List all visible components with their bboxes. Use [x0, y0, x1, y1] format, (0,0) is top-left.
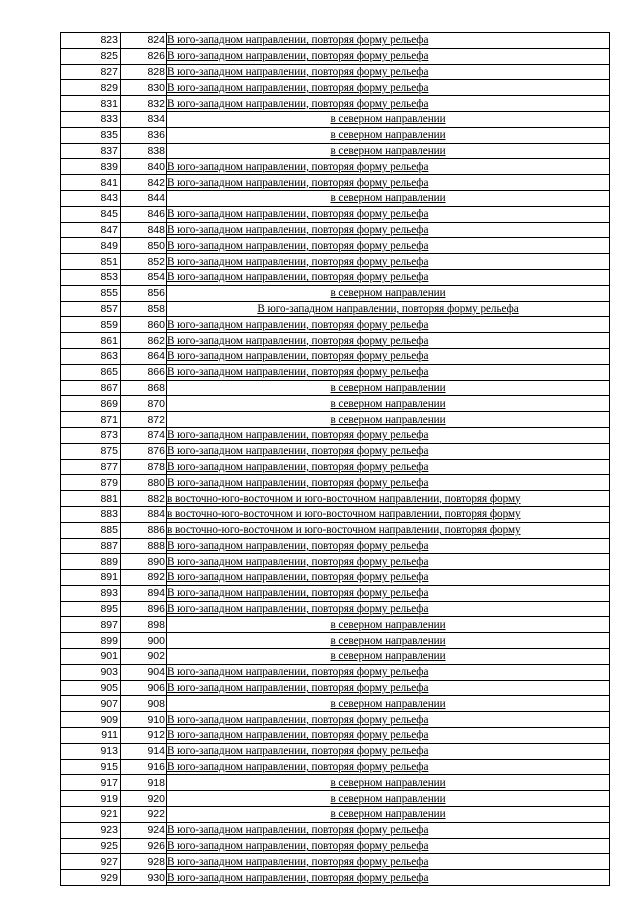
direction-description-text: В юго-западном направлении, повторяя форму рельефа — [167, 840, 429, 853]
direction-description-cell — [167, 585, 610, 601]
table-row — [61, 380, 610, 396]
direction-description-cell — [167, 696, 610, 712]
table-row — [61, 680, 610, 696]
point-from-cell: 905 — [61, 680, 121, 696]
direction-description-text: В юго-западном направлении, повторяя форму рельефа — [167, 871, 429, 884]
point-to-cell: 834 — [121, 111, 167, 127]
point-to-cell: 910 — [121, 712, 167, 728]
point-from-cell: 871 — [61, 412, 121, 428]
direction-description-text: В юго-западном направлении, повторяя форму рельефа — [167, 318, 429, 331]
direction-description-cell — [167, 190, 610, 206]
point-to-cell: 830 — [121, 80, 167, 96]
direction-description-text: В юго-западном направлении, повторяя форму рельефа — [167, 366, 429, 379]
table-row — [61, 554, 610, 570]
point-to-cell: 832 — [121, 96, 167, 112]
direction-description-cell — [167, 459, 610, 475]
direction-description-cell — [167, 491, 610, 507]
table-row — [61, 522, 610, 538]
direction-description-cell — [167, 743, 610, 759]
direction-description-text: в северном направлении — [330, 792, 446, 805]
point-from-cell: 911 — [61, 728, 121, 744]
table-row — [61, 333, 610, 349]
point-to-cell: 878 — [121, 459, 167, 475]
point-to-cell: 850 — [121, 238, 167, 254]
point-from-cell: 885 — [61, 522, 121, 538]
point-from-cell: 923 — [61, 822, 121, 838]
point-from-cell: 823 — [61, 33, 121, 49]
point-to-cell: 896 — [121, 601, 167, 617]
direction-description-cell — [167, 380, 610, 396]
point-to-cell: 866 — [121, 364, 167, 380]
table-row — [61, 301, 610, 317]
direction-description-text: В юго-западном направлении, повторяя форму рельефа — [167, 745, 429, 758]
direction-description-cell — [167, 712, 610, 728]
direction-description-text: В юго-западном направлении, повторяя форму рельефа — [167, 223, 429, 236]
direction-description-text: В юго-западном направлении, повторяя форму рельефа — [167, 855, 429, 868]
table-row — [61, 254, 610, 270]
point-from-cell: 847 — [61, 222, 121, 238]
direction-description-cell — [167, 680, 610, 696]
table-row — [61, 649, 610, 665]
table-row — [61, 807, 610, 823]
direction-description-text: В юго-западном направлении, повторяя форму рельефа — [257, 302, 519, 315]
point-to-cell: 872 — [121, 412, 167, 428]
direction-description-text: В юго-западном направлении, повторяя форму рельефа — [167, 176, 429, 189]
point-from-cell: 827 — [61, 64, 121, 80]
direction-description-text: в северном направлении — [330, 808, 446, 821]
direction-description-text: в северном направлении — [330, 144, 446, 157]
point-to-cell: 868 — [121, 380, 167, 396]
direction-description-cell — [167, 854, 610, 870]
point-from-cell: 877 — [61, 459, 121, 475]
direction-description-cell — [167, 791, 610, 807]
direction-description-text: В юго-западном направлении, повторяя форму рельефа — [167, 34, 429, 47]
direction-description-text: в восточно-юго-восточном и юго-восточном направлении, повторяя форму — [167, 492, 521, 505]
direction-description-cell — [167, 64, 610, 80]
point-from-cell: 843 — [61, 190, 121, 206]
point-from-cell: 841 — [61, 175, 121, 191]
direction-description-cell — [167, 238, 610, 254]
point-to-cell: 870 — [121, 396, 167, 412]
direction-description-cell — [167, 475, 610, 491]
table-row — [61, 190, 610, 206]
direction-description-cell — [167, 348, 610, 364]
point-to-cell: 828 — [121, 64, 167, 80]
direction-description-text: В юго-западном направлении, повторяя форму рельефа — [167, 334, 429, 347]
direction-description-cell — [167, 269, 610, 285]
point-to-cell: 914 — [121, 743, 167, 759]
table-row — [61, 712, 610, 728]
direction-description-text: в северном направлении — [330, 776, 446, 789]
direction-description-cell — [167, 96, 610, 112]
table-row — [61, 506, 610, 522]
point-to-cell: 848 — [121, 222, 167, 238]
direction-description-text: В юго-западном направлении, повторяя форму рельефа — [167, 81, 429, 94]
point-from-cell: 857 — [61, 301, 121, 317]
table-row — [61, 48, 610, 64]
table-row — [61, 601, 610, 617]
point-from-cell: 913 — [61, 743, 121, 759]
direction-description-cell — [167, 412, 610, 428]
point-to-cell: 874 — [121, 427, 167, 443]
direction-description-cell — [167, 285, 610, 301]
point-to-cell: 844 — [121, 190, 167, 206]
table-row — [61, 269, 610, 285]
table-row — [61, 175, 610, 191]
direction-description-text: В юго-западном направлении, повторяя форму рельефа — [167, 713, 429, 726]
direction-description-cell — [167, 254, 610, 270]
point-to-cell: 888 — [121, 538, 167, 554]
table-row — [61, 412, 610, 428]
point-to-cell: 918 — [121, 775, 167, 791]
direction-description-text: В юго-западном направлении, повторяя форму рельефа — [167, 445, 429, 458]
direction-description-text: в северном направлении — [330, 413, 446, 426]
point-to-cell: 838 — [121, 143, 167, 159]
table-row — [61, 427, 610, 443]
direction-description-text: В юго-западном направлении, повторяя форму рельефа — [167, 729, 429, 742]
direction-description-text: В юго-западном направлении, повторяя форму рельефа — [167, 476, 429, 489]
point-from-cell: 927 — [61, 854, 121, 870]
point-from-cell: 869 — [61, 396, 121, 412]
point-from-cell: 861 — [61, 333, 121, 349]
table-row — [61, 491, 610, 507]
point-from-cell: 907 — [61, 696, 121, 712]
direction-description-cell — [167, 807, 610, 823]
point-to-cell: 824 — [121, 33, 167, 49]
point-to-cell: 900 — [121, 633, 167, 649]
direction-description-cell — [167, 364, 610, 380]
direction-description-cell — [167, 143, 610, 159]
point-to-cell: 906 — [121, 680, 167, 696]
direction-description-cell — [167, 222, 610, 238]
direction-description-cell — [167, 775, 610, 791]
table-row — [61, 822, 610, 838]
point-to-cell: 924 — [121, 822, 167, 838]
point-to-cell: 882 — [121, 491, 167, 507]
point-from-cell: 917 — [61, 775, 121, 791]
direction-description-text: В юго-западном направлении, повторяя форму рельефа — [167, 350, 429, 363]
point-from-cell: 851 — [61, 254, 121, 270]
direction-description-text: в северном направлении — [330, 618, 446, 631]
direction-description-text: в северном направлении — [330, 287, 446, 300]
direction-description-cell — [167, 554, 610, 570]
direction-description-cell — [167, 649, 610, 665]
table-row — [61, 285, 610, 301]
table-row — [61, 159, 610, 175]
direction-description-text: В юго-западном направлении, повторяя форму рельефа — [167, 824, 429, 837]
point-to-cell: 860 — [121, 317, 167, 333]
direction-description-text: В юго-западном направлении, повторяя форму рельефа — [167, 555, 429, 568]
table-row — [61, 111, 610, 127]
direction-description-cell — [167, 870, 610, 886]
direction-description-text: В юго-западном направлении, повторяя форму рельефа — [167, 666, 429, 679]
point-from-cell: 919 — [61, 791, 121, 807]
point-to-cell: 886 — [121, 522, 167, 538]
point-from-cell: 909 — [61, 712, 121, 728]
direction-description-text: в восточно-юго-восточном и юго-восточном направлении, повторяя форму — [167, 524, 521, 537]
direction-description-text: В юго-западном направлении, повторяя форму рельефа — [167, 539, 429, 552]
point-to-cell: 864 — [121, 348, 167, 364]
direction-description-cell — [167, 427, 610, 443]
table-row — [61, 459, 610, 475]
table-row — [61, 633, 610, 649]
point-to-cell: 836 — [121, 127, 167, 143]
table-row — [61, 206, 610, 222]
point-to-cell: 916 — [121, 759, 167, 775]
table-row — [61, 870, 610, 886]
boundary-description-table — [60, 32, 610, 886]
point-from-cell: 903 — [61, 664, 121, 680]
table-row — [61, 696, 610, 712]
direction-description-cell — [167, 127, 610, 143]
point-to-cell: 926 — [121, 838, 167, 854]
table-row — [61, 854, 610, 870]
point-from-cell: 863 — [61, 348, 121, 364]
direction-description-cell — [167, 48, 610, 64]
point-to-cell: 930 — [121, 870, 167, 886]
point-to-cell: 908 — [121, 696, 167, 712]
direction-description-cell — [167, 33, 610, 49]
point-from-cell: 867 — [61, 380, 121, 396]
point-to-cell: 884 — [121, 506, 167, 522]
direction-description-cell — [167, 159, 610, 175]
point-from-cell: 831 — [61, 96, 121, 112]
point-to-cell: 876 — [121, 443, 167, 459]
direction-description-cell — [167, 396, 610, 412]
table-row — [61, 33, 610, 49]
table-row — [61, 127, 610, 143]
direction-description-text: В юго-западном направлении, повторяя форму рельефа — [167, 50, 429, 63]
direction-description-cell — [167, 206, 610, 222]
point-from-cell: 845 — [61, 206, 121, 222]
point-to-cell: 840 — [121, 159, 167, 175]
table-row — [61, 775, 610, 791]
direction-description-cell — [167, 506, 610, 522]
direction-description-text: В юго-западном направлении, повторяя форму рельефа — [167, 429, 429, 442]
point-to-cell: 854 — [121, 269, 167, 285]
point-from-cell: 925 — [61, 838, 121, 854]
point-to-cell: 890 — [121, 554, 167, 570]
table-row — [61, 222, 610, 238]
point-to-cell: 904 — [121, 664, 167, 680]
point-to-cell: 894 — [121, 585, 167, 601]
point-to-cell: 858 — [121, 301, 167, 317]
point-from-cell: 829 — [61, 80, 121, 96]
direction-description-cell — [167, 175, 610, 191]
point-from-cell: 929 — [61, 870, 121, 886]
point-from-cell: 875 — [61, 443, 121, 459]
direction-description-text: В юго-западном направлении, повторяя форму рельефа — [167, 682, 429, 695]
table-row — [61, 143, 610, 159]
direction-description-text: В юго-западном направлении, повторяя форму рельефа — [167, 587, 429, 600]
table-body — [61, 33, 610, 886]
point-to-cell: 902 — [121, 649, 167, 665]
point-from-cell: 883 — [61, 506, 121, 522]
direction-description-cell — [167, 759, 610, 775]
direction-description-text: В юго-западном направлении, повторяя форму рельефа — [167, 761, 429, 774]
table-row — [61, 570, 610, 586]
table-row — [61, 364, 610, 380]
point-from-cell: 895 — [61, 601, 121, 617]
direction-description-text: В юго-западном направлении, повторяя форму рельефа — [167, 571, 429, 584]
direction-description-text: в северном направлении — [330, 192, 446, 205]
point-from-cell: 837 — [61, 143, 121, 159]
point-from-cell: 889 — [61, 554, 121, 570]
direction-description-text: в восточно-юго-восточном и юго-восточном направлении, повторяя форму — [167, 508, 521, 521]
point-from-cell: 921 — [61, 807, 121, 823]
table-row — [61, 348, 610, 364]
direction-description-cell — [167, 317, 610, 333]
table-row — [61, 396, 610, 412]
direction-description-cell — [167, 301, 610, 317]
table-row — [61, 443, 610, 459]
point-from-cell: 873 — [61, 427, 121, 443]
direction-description-text: В юго-западном направлении, повторяя форму рельефа — [167, 460, 429, 473]
point-from-cell: 839 — [61, 159, 121, 175]
point-to-cell: 880 — [121, 475, 167, 491]
point-to-cell: 912 — [121, 728, 167, 744]
direction-description-cell — [167, 728, 610, 744]
point-from-cell: 897 — [61, 617, 121, 633]
point-to-cell: 852 — [121, 254, 167, 270]
point-to-cell: 846 — [121, 206, 167, 222]
point-from-cell: 855 — [61, 285, 121, 301]
direction-description-text: В юго-западном направлении, повторяя форму рельефа — [167, 208, 429, 221]
point-from-cell: 879 — [61, 475, 121, 491]
point-to-cell: 920 — [121, 791, 167, 807]
point-from-cell: 825 — [61, 48, 121, 64]
direction-description-cell — [167, 838, 610, 854]
table-row — [61, 728, 610, 744]
direction-description-text: в северном направлении — [330, 397, 446, 410]
point-to-cell: 856 — [121, 285, 167, 301]
point-from-cell: 849 — [61, 238, 121, 254]
table-row — [61, 743, 610, 759]
point-to-cell: 928 — [121, 854, 167, 870]
point-from-cell: 893 — [61, 585, 121, 601]
direction-description-cell — [167, 522, 610, 538]
point-from-cell: 887 — [61, 538, 121, 554]
table-row — [61, 664, 610, 680]
table-row — [61, 617, 610, 633]
direction-description-cell — [167, 822, 610, 838]
point-from-cell: 865 — [61, 364, 121, 380]
direction-description-text: В юго-западном направлении, повторяя форму рельефа — [167, 239, 429, 252]
point-from-cell: 881 — [61, 491, 121, 507]
direction-description-text: в северном направлении — [330, 129, 446, 142]
point-from-cell: 859 — [61, 317, 121, 333]
direction-description-text: В юго-западном направлении, повторяя форму рельефа — [167, 65, 429, 78]
direction-description-text: В юго-западном направлении, повторяя форму рельефа — [167, 160, 429, 173]
table-row — [61, 96, 610, 112]
table-row — [61, 759, 610, 775]
direction-description-cell — [167, 617, 610, 633]
point-from-cell: 891 — [61, 570, 121, 586]
direction-description-cell — [167, 111, 610, 127]
point-from-cell: 835 — [61, 127, 121, 143]
point-to-cell: 842 — [121, 175, 167, 191]
table-row — [61, 317, 610, 333]
direction-description-cell — [167, 538, 610, 554]
direction-description-cell — [167, 80, 610, 96]
direction-description-text: в северном направлении — [330, 634, 446, 647]
direction-description-text: в северном направлении — [330, 113, 446, 126]
table-row — [61, 64, 610, 80]
point-from-cell: 901 — [61, 649, 121, 665]
point-from-cell: 915 — [61, 759, 121, 775]
point-to-cell: 922 — [121, 807, 167, 823]
direction-description-cell — [167, 443, 610, 459]
direction-description-text: в северном направлении — [330, 697, 446, 710]
point-to-cell: 826 — [121, 48, 167, 64]
point-to-cell: 898 — [121, 617, 167, 633]
direction-description-text: В юго-западном направлении, повторяя форму рельефа — [167, 255, 429, 268]
point-from-cell: 833 — [61, 111, 121, 127]
table-row — [61, 585, 610, 601]
direction-description-cell — [167, 570, 610, 586]
table-row — [61, 838, 610, 854]
table-row — [61, 538, 610, 554]
direction-description-cell — [167, 664, 610, 680]
point-to-cell: 862 — [121, 333, 167, 349]
direction-description-text: В юго-западном направлении, повторяя форму рельефа — [167, 97, 429, 110]
direction-description-cell — [167, 333, 610, 349]
table-row — [61, 475, 610, 491]
table-row — [61, 238, 610, 254]
direction-description-text: В юго-западном направлении, повторяя форму рельефа — [167, 271, 429, 284]
direction-description-text: в северном направлении — [330, 650, 446, 663]
direction-description-text: в северном направлении — [330, 381, 446, 394]
point-from-cell: 899 — [61, 633, 121, 649]
point-to-cell: 892 — [121, 570, 167, 586]
direction-description-text: В юго-западном направлении, повторяя форму рельефа — [167, 603, 429, 616]
table-row — [61, 791, 610, 807]
point-from-cell: 853 — [61, 269, 121, 285]
table-row — [61, 80, 610, 96]
direction-description-cell — [167, 633, 610, 649]
direction-description-cell — [167, 601, 610, 617]
